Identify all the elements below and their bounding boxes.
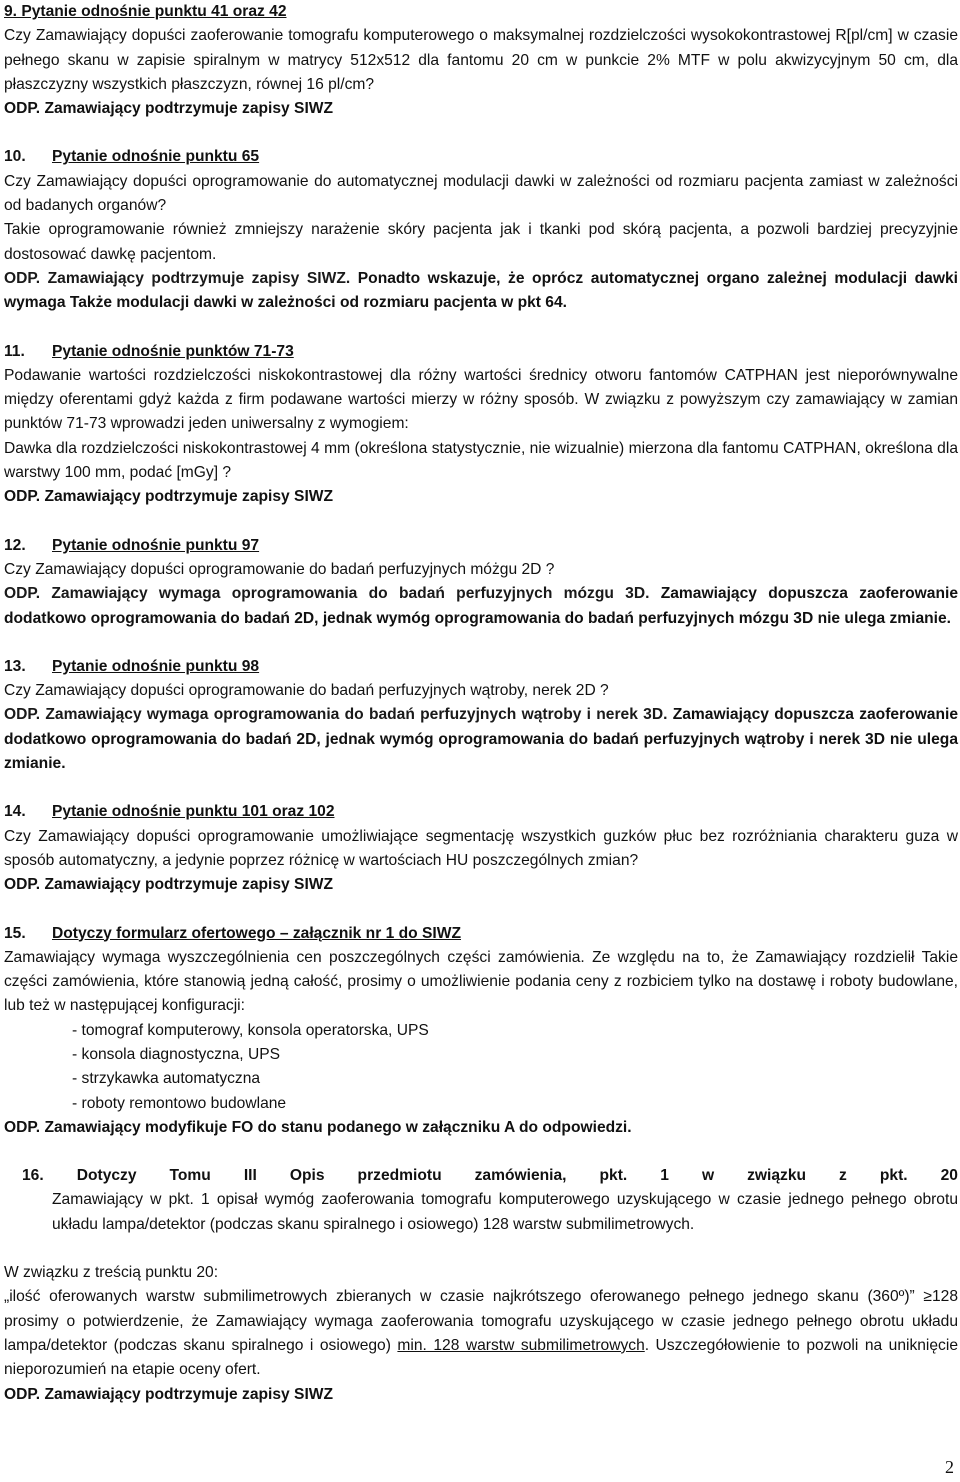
section-12	[4, 534, 958, 631]
section-9-question: Czy Zamawiający dopuści zaoferowanie tomografu komputerowego o maksymalnej rozdzielczości wysokokontrastowej R[pl/cm] w czasie pełnego skanu w zapisie spiralnym w matrycy 512x512 dla fantomu 20 cm w punkcie 2% MTF w polu akwizycyjnym 50 cm, dla płaszczyzny wszystkich płaszczyzn, równej 16 pl/cm?	[4, 27, 958, 93]
section-13	[4, 655, 958, 776]
section-16	[4, 1164, 958, 1407]
page-number: 2	[945, 1457, 954, 1477]
section-16-context: Zamawiający w pkt. 1 opisał wymóg zaoferowania tomografu komputerowego uzyskującego w czasie jednego pełnego obrotu układu lampa/detektor (podczas skanu spiralnego i osiowego) 128 warstw submilimetrowych.	[52, 1191, 958, 1233]
section-15-answer: ODP. Zamawiający modyfikuje FO do stanu podanego w załączniku A do odpowiedzi.	[4, 1118, 632, 1136]
section-16-answer: ODP. Zamawiający podtrzymuje zapisy SIWZ	[4, 1385, 334, 1403]
section-9-heading: 9. Pytanie odnośnie punktu 41 oraz 42	[4, 3, 287, 20]
section-12-question: Czy Zamawiający dopuści oprogramowanie do badań perfuzyjnych móżgu 2D ?	[4, 560, 555, 578]
section-15-configuration-list	[4, 1019, 958, 1116]
list-item: - strzykawka automatyczna	[72, 1070, 261, 1088]
section-10-answer: ODP. Zamawiający podtrzymuje zapisy SIWZ. Ponadto wskazuje, że oprócz automatycznej organo zależnej modulacji dawki wymaga Także modulacji dawki w zależności od rozmiaru pacjenta w pkt 64.	[4, 269, 958, 312]
section-11-heading: 11. Pytanie odnośnie punktów 71-73	[4, 342, 294, 360]
section-16-question: „ilość oferowanych warstw submilimetrowych zbieranych w czasie najkrótszego oferowanego pełnego jednego skanu (360º)” ≥128 prosimy o potwierdzenie, że Zamawiający wymaga zaoferowania tomografu uzyskującego w czasie jednego pełnego obrotu układu lampa/detektor (podczas skanu spiralnego i osiowego) min. 128 warstw submilimetrowych. Uszczegółowienie to pozwoli na uniknięcie nieporozumień na etapie oceny ofert.	[4, 1288, 958, 1379]
section-11-requirement: Dawka dla rozdzielczości niskokontrastowej 4 mm (określona statystycznie, nie wizualnie) mierzona dla fantomu CATPHAN, określona dla warstwy 100 mm, podać [mGy] ?	[4, 439, 958, 482]
section-14-heading: 14. Pytanie odnośnie punktu 101 oraz 102	[4, 803, 335, 821]
section-14-answer: ODP. Zamawiający podtrzymuje zapisy SIWZ	[4, 876, 334, 894]
section-9	[4, 0, 958, 121]
section-11	[4, 340, 958, 510]
section-10-justification: Takie oprogramowanie również zmniejszy narażenie skóry pacjenta jak i tkanki pod skórą pacjenta, a pozwoli bardziej precyzyjnie dostosować dawkę pacjentom.	[4, 221, 958, 263]
section-13-answer: ODP. Zamawiający wymaga oprogramowania do badań perfuzyjnych wątroby i nerek 3D. Zamawiający dopuszcza zaoferowanie dodatkowo oprogramowania do badań 2D, jednak wymóg oprogramowania do badań perfuzyjnych wątroby i nerek 3D nie ulega zmianie.	[4, 706, 958, 773]
section-15-question: Zamawiający wymaga wyszczególnienia cen poszczególnych części zamówienia. Ze względu na to, że Zamawiający rozdzielił Takie części zamówienia, które stanowią jedną całość, prosimy o umożliwienie podania ceny z rozbiciem tylko na dostawę i roboty budowlane, lub też w następującej konfiguracji:	[4, 948, 958, 1015]
list-item: - tomograf komputerowy, konsola operatorska, UPS	[72, 1021, 429, 1039]
section-9-answer: ODP. Zamawiający podtrzymuje zapisy SIWZ	[4, 100, 334, 118]
section-11-question: Podawanie wartości rozdzielczości niskokontrastowej dla różny wartości średnicy otworu fantomów CATPHAN jest nieporównywalne między oferentami gdyż każda z firm podawane wartości mierzy w różny sposób. W związku z powyższym czy zamawiający w zamian punktów 71-73 wprowadzi jeden uniwersalny z wymogiem:	[4, 366, 958, 433]
section-11-answer: ODP. Zamawiający podtrzymuje zapisy SIWZ	[4, 488, 334, 506]
section-12-heading: 12. Pytanie odnośnie punktu 97	[4, 536, 260, 554]
section-13-heading: 13. Pytanie odnośnie punktu 98	[4, 657, 260, 675]
section-10-question: Czy Zamawiający dopuści oprogramowanie do automatycznej modulacji dawki w zależności od rozmiaru pacjenta zamiast w zależności od badanych organów?	[4, 172, 958, 215]
section-14-question: Czy Zamawiający dopuści oprogramowanie umożliwiające segmentację wszystkich guzków płuc bez rozróżniania charakteru guza w sposób automatyczny, a jedynie poprzez różnicę w wartościach HU poszczególnych zmian?	[4, 827, 958, 869]
section-15	[4, 922, 958, 1141]
section-13-question: Czy Zamawiający dopuści oprogramowanie do badań perfuzyjnych wątroby, nerek 2D ?	[4, 682, 609, 700]
section-10	[4, 145, 958, 315]
list-item: - konsola diagnostyczna, UPS	[72, 1045, 281, 1063]
section-14	[4, 800, 958, 897]
list-item: - roboty remontowo budowlane	[72, 1094, 287, 1112]
section-16-heading: 16. Dotyczy Tomu III Opis przedmiotu zamówienia, pkt. 1 w związku z pkt. 20	[22, 1167, 958, 1185]
section-10-heading: 10. Pytanie odnośnie punktu 65	[4, 148, 260, 166]
section-16-lead: W związku z treścią punktu 20:	[4, 1264, 219, 1282]
section-15-heading: 15. Dotyczy formularz ofertowego – załącznik nr 1 do SIWZ	[4, 924, 461, 942]
document-page	[4, 0, 958, 1407]
section-12-answer: ODP. Zamawiający wymaga oprogramowania do badań perfuzyjnych mózgu 3D. Zamawiający dopuszcza zaoferowanie dodatkowo oprogramowania do badań 2D, jednak wymóg oprogramowania do badań perfuzyjnych mózgu 3D nie ulega zmianie.	[4, 585, 959, 627]
